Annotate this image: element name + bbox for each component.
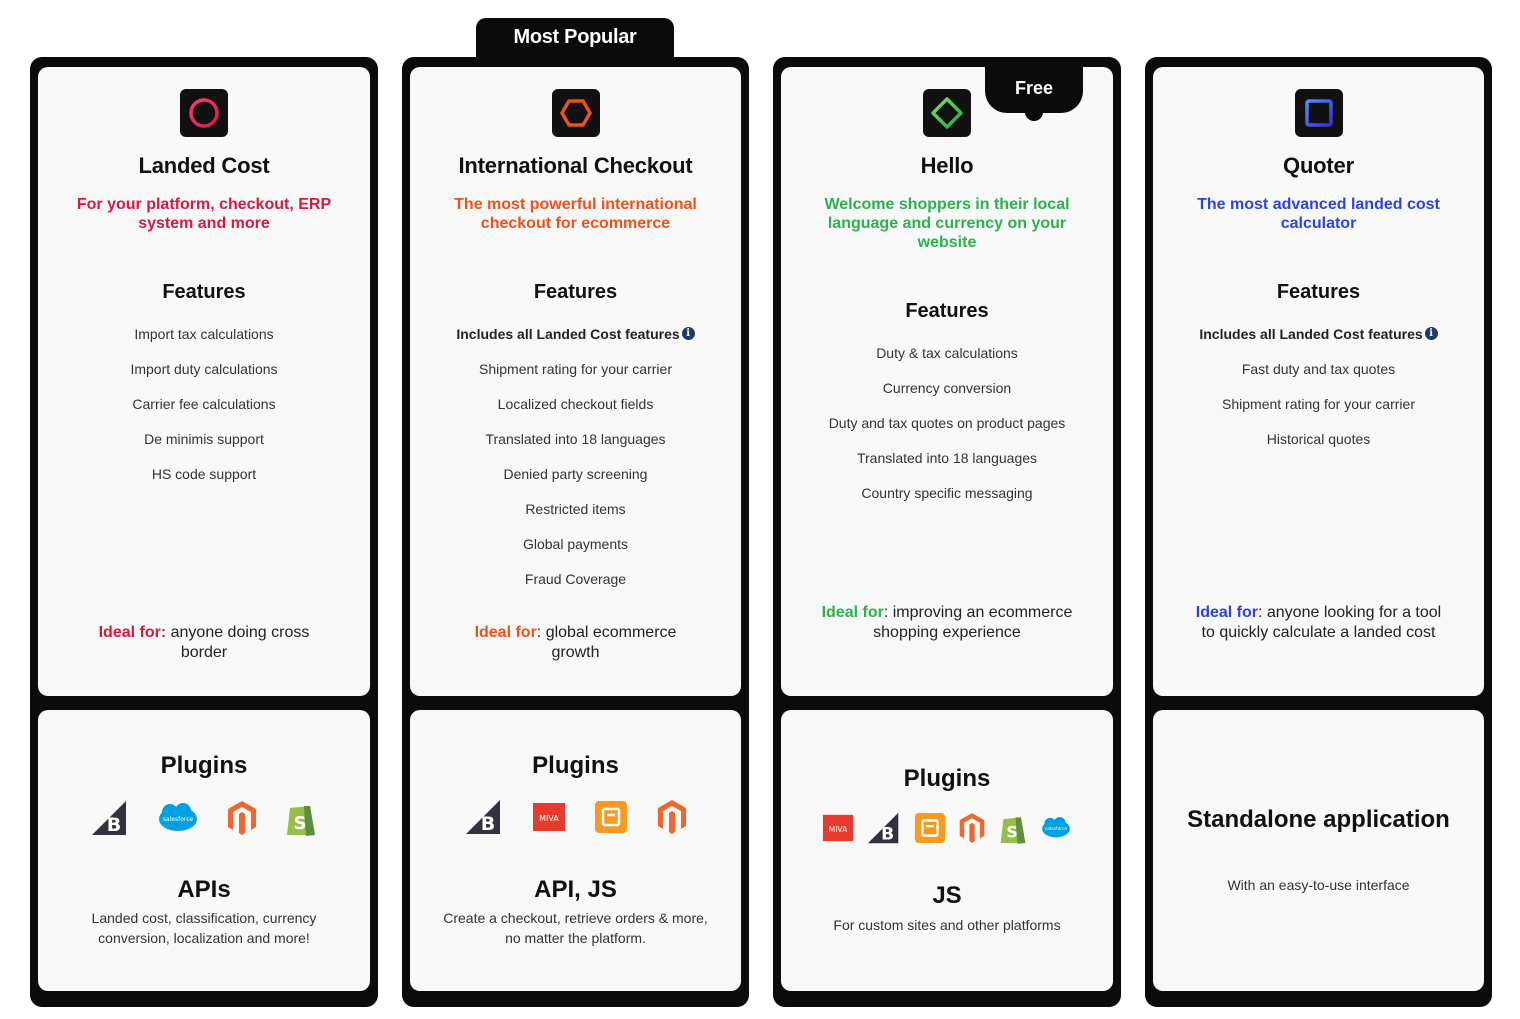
svg-text:salesforce: salesforce xyxy=(162,816,194,823)
plan-card-quoter xyxy=(1145,57,1492,1007)
product-tagline: For your platform, checkout, ERP system and more xyxy=(76,196,332,232)
integrations-panel xyxy=(781,710,1113,991)
svg-text:MIVA: MIVA xyxy=(538,814,559,823)
feature-item: Duty & tax calculations xyxy=(876,345,1018,361)
features-heading: Features xyxy=(533,281,618,303)
most-popular-badge: Most Popular xyxy=(476,18,674,62)
integrations-panel xyxy=(38,710,370,991)
features-panel xyxy=(781,67,1113,696)
features-panel xyxy=(1153,67,1484,696)
feature-item-lead: Includes all Landed Cost features i xyxy=(410,325,741,360)
feature-item: Shipment rating for your carrier xyxy=(1222,396,1415,412)
plugins-heading: Plugins xyxy=(160,752,248,779)
feature-item: Translated into 18 languages xyxy=(856,450,1038,466)
standalone-title: Standalone application xyxy=(1187,806,1450,833)
feature-item: De minimis support xyxy=(144,431,264,447)
features-list xyxy=(38,325,370,500)
feature-item: Country specific messaging xyxy=(861,485,1033,501)
feature-item: Translated into 18 languages xyxy=(485,431,666,447)
features-list xyxy=(1153,325,1484,465)
info-icon[interactable]: i xyxy=(682,327,695,340)
ideal-for-text: global ecommerce growth xyxy=(541,624,677,661)
miva-icon[interactable] xyxy=(822,812,854,844)
svg-text:B: B xyxy=(106,814,122,836)
svg-text:S: S xyxy=(1006,822,1018,842)
plugin-icons xyxy=(781,810,1113,846)
salesforce-icon[interactable] xyxy=(1040,816,1072,840)
svg-text:S: S xyxy=(293,813,307,834)
shopify-icon[interactable] xyxy=(284,798,318,838)
product-name: Quoter xyxy=(1283,153,1354,178)
plan-card-hello xyxy=(773,57,1121,1007)
ideal-for-label: Ideal for xyxy=(1195,604,1258,621)
plugins-heading: Plugins xyxy=(532,752,619,779)
features-list xyxy=(410,325,741,605)
circle-ring-icon xyxy=(180,89,228,137)
product-name: Hello xyxy=(920,153,974,178)
plan-card-landed-cost xyxy=(30,57,378,1007)
bigcommerce-icon[interactable] xyxy=(464,798,504,836)
square-icon xyxy=(1295,89,1343,137)
plugin-icons xyxy=(410,798,741,836)
feature-item: Currency conversion xyxy=(882,380,1012,396)
api-title: JS xyxy=(932,882,962,909)
plan-card-international-checkout xyxy=(402,57,749,1007)
api-title: API, JS xyxy=(534,876,617,903)
ideal-for-label: Ideal for: xyxy=(98,624,167,641)
ideal-for-text: anyone doing cross border xyxy=(166,624,310,661)
info-icon[interactable]: i xyxy=(1425,327,1438,340)
salesforce-icon[interactable] xyxy=(156,802,200,834)
ideal-for: Ideal for: improving an ecommerce shopping experience xyxy=(821,604,1073,641)
feature-item: Global payments xyxy=(522,536,629,552)
integrations-panel xyxy=(1153,710,1484,991)
features-list xyxy=(781,344,1113,519)
features-heading: Features xyxy=(905,300,989,322)
miva-icon[interactable] xyxy=(532,800,566,834)
feature-item: Import tax calculations xyxy=(134,326,274,342)
svg-text:MIVA: MIVA xyxy=(828,824,848,834)
feature-item-lead: Includes all Landed Cost features i xyxy=(1153,325,1484,360)
feature-item: Shipment rating for your carrier xyxy=(479,361,672,377)
features-heading: Features xyxy=(162,281,246,303)
feature-item: Fraud Coverage xyxy=(524,571,627,587)
product-tagline: The most advanced landed cost calculator xyxy=(1197,196,1440,232)
magento-icon[interactable] xyxy=(958,811,986,845)
api-description: For custom sites and other platforms xyxy=(833,917,1061,933)
svg-text:B: B xyxy=(881,824,895,845)
product-name: Landed Cost xyxy=(138,153,270,178)
feature-item: Localized checkout fields xyxy=(497,396,654,412)
standalone-description: With an easy-to-use interface xyxy=(1227,877,1410,893)
api-description: Landed cost, classification, currency conversion, localization and more! xyxy=(91,910,317,946)
feature-item: Restricted items xyxy=(525,501,626,517)
diamond-icon xyxy=(923,89,971,137)
product-tagline: The most powerful international checkout for ecommerce xyxy=(454,196,697,232)
api-title: APIs xyxy=(177,876,231,903)
ideal-for: Ideal for: anyone looking for a tool to quickly calculate a landed cost xyxy=(1195,604,1442,641)
integrations-panel xyxy=(410,710,741,991)
features-panel xyxy=(410,67,741,696)
hexagon-icon xyxy=(552,89,600,137)
ideal-for-label: Ideal for xyxy=(474,624,537,641)
api-description: Create a checkout, retrieve orders & more, no matter the platform. xyxy=(443,910,708,946)
feature-item: Denied party screening xyxy=(503,466,648,482)
bigcommerce-icon[interactable] xyxy=(90,799,130,837)
feature-item: Carrier fee calculations xyxy=(132,396,276,412)
feature-item: HS code support xyxy=(151,466,257,482)
woo-icon[interactable] xyxy=(594,800,628,834)
svg-text:salesforce: salesforce xyxy=(1044,827,1068,833)
feature-item: Import duty calculations xyxy=(130,361,278,377)
woo-icon[interactable] xyxy=(914,812,946,844)
ideal-for: Ideal for: global ecommerce growth xyxy=(474,624,677,661)
plugins-heading: Plugins xyxy=(903,765,991,792)
features-panel xyxy=(38,67,370,696)
ideal-for-text: anyone looking for a tool to quickly calculate a landed cost xyxy=(1201,604,1442,641)
free-badge: Free xyxy=(985,67,1083,113)
svg-text:B: B xyxy=(480,813,495,835)
shopify-icon[interactable] xyxy=(998,810,1028,846)
feature-item: Historical quotes xyxy=(1266,431,1371,447)
feature-item: Duty and tax quotes on product pages xyxy=(828,415,1066,431)
ideal-for-text: improving an ecommerce shopping experience xyxy=(873,604,1073,641)
ideal-for xyxy=(78,623,330,663)
bigcommerce-icon[interactable] xyxy=(866,811,902,845)
features-heading: Features xyxy=(1276,281,1361,303)
plugin-icons xyxy=(38,798,370,838)
product-tagline: Welcome shoppers in their local language and currency on your website xyxy=(824,196,1070,251)
product-name: International Checkout xyxy=(458,153,693,178)
feature-item: Fast duty and tax quotes xyxy=(1241,361,1396,377)
magento-icon[interactable] xyxy=(226,799,258,837)
magento-icon[interactable] xyxy=(656,798,688,836)
ideal-for-label: Ideal for xyxy=(821,604,884,621)
